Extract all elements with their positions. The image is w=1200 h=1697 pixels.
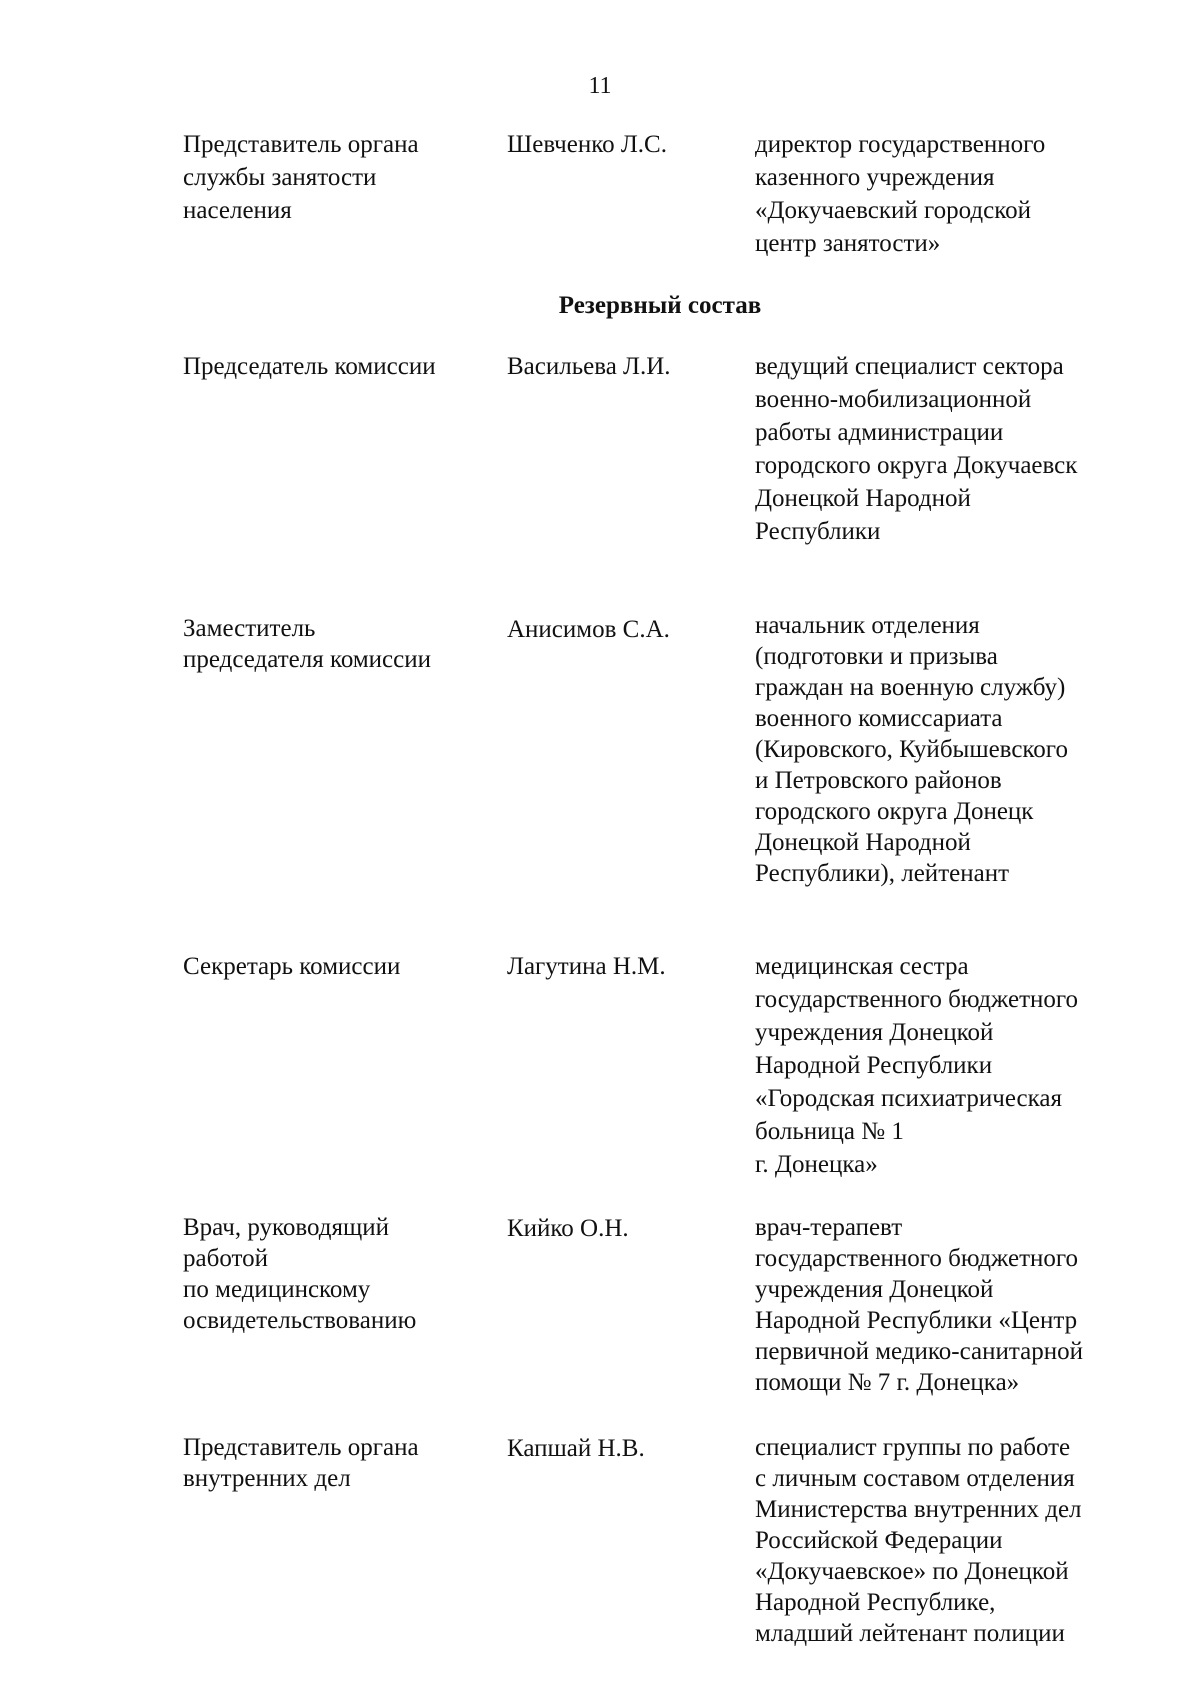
description-line: г. Донецка» <box>755 1151 878 1178</box>
description-line: военного комиссариата <box>755 705 1003 732</box>
description-line: Министерства внутренних дел <box>755 1496 1082 1523</box>
member-role <box>183 1212 493 1336</box>
description-line: работы администрации <box>755 419 1004 446</box>
role-line: внутренних дел <box>183 1465 351 1492</box>
description-line: Народной Республике, <box>755 1589 996 1616</box>
role-line: по медицинскому <box>183 1276 371 1303</box>
role-line: работой <box>183 1245 268 1272</box>
member-name: Лагутина Н.М. <box>507 953 666 980</box>
description-line: «Докучаевское» по Донецкой <box>755 1558 1069 1585</box>
role-line: председателя комиссии <box>183 646 431 673</box>
member-name: Капшай Н.В. <box>507 1435 645 1462</box>
member-role <box>183 128 493 227</box>
member-name: Шевченко Л.С. <box>507 131 667 158</box>
description-line: и Петровского районов <box>755 767 1002 794</box>
description-line: «Докучаевский городской <box>755 197 1032 224</box>
role-line: Председатель комиссии <box>183 353 436 380</box>
member-name: Васильева Л.И. <box>507 353 671 380</box>
description-line: помощи № 7 г. Донецка» <box>755 1369 1020 1396</box>
description-line: ведущий специалист сектора <box>755 353 1064 380</box>
description-line: государственного бюджетного <box>755 1245 1078 1272</box>
member-description <box>755 350 1155 548</box>
description-line: Народной Республики <box>755 1052 993 1079</box>
description-line: врач-терапевт <box>755 1214 903 1241</box>
member-description <box>755 950 1155 1181</box>
description-line: медицинская сестра <box>755 953 969 980</box>
role-line: службы занятости <box>183 164 377 191</box>
description-line: городского округа Донецк <box>755 798 1034 825</box>
member-description <box>755 1432 1155 1649</box>
member-role <box>183 1432 493 1494</box>
page-number: 11 <box>588 73 612 99</box>
role-line: освидетельствованию <box>183 1307 417 1334</box>
description-line: Донецкой Народной <box>755 485 971 512</box>
description-line: военно-мобилизационной <box>755 386 1032 413</box>
description-line: центр занятости» <box>755 230 941 257</box>
description-line: Республики), лейтенант <box>755 860 1009 887</box>
description-line: начальник отделения <box>755 612 980 639</box>
description-line: государственного бюджетного <box>755 986 1078 1013</box>
section-heading: Резервный состав <box>558 292 762 319</box>
member-role <box>183 350 493 383</box>
description-line: директор государственного <box>755 131 1046 158</box>
role-line: Представитель органа <box>183 131 419 158</box>
description-line: казенного учреждения <box>755 164 995 191</box>
description-line: учреждения Донецкой <box>755 1019 994 1046</box>
member-description <box>755 610 1155 889</box>
member-description <box>755 128 1155 260</box>
description-line: (Кировского, Куйбышевского <box>755 736 1068 763</box>
description-line: Республики <box>755 518 881 545</box>
member-name: Кийко О.Н. <box>507 1215 629 1242</box>
description-line: учреждения Донецкой <box>755 1276 994 1303</box>
role-line: населения <box>183 197 292 224</box>
member-name: Анисимов С.А. <box>507 616 670 643</box>
description-line: «Городская психиатрическая <box>755 1085 1063 1112</box>
role-line: Секретарь комиссии <box>183 953 401 980</box>
member-role <box>183 950 493 983</box>
role-line: Врач, руководящий <box>183 1214 390 1241</box>
role-line: Заместитель <box>183 615 316 642</box>
member-role <box>183 613 493 675</box>
description-line: больница № 1 <box>755 1118 904 1145</box>
description-line: младший лейтенант полиции <box>755 1620 1065 1647</box>
member-description <box>755 1212 1155 1398</box>
description-line: Народной Республики «Центр <box>755 1307 1078 1334</box>
description-line: (подготовки и призыва <box>755 643 998 670</box>
description-line: с личным составом отделения <box>755 1465 1075 1492</box>
description-line: городского округа Докучаевск <box>755 452 1078 479</box>
description-line: специалист группы по работе <box>755 1434 1071 1461</box>
description-line: граждан на военную службу) <box>755 674 1066 701</box>
role-line: Представитель органа <box>183 1434 419 1461</box>
description-line: Российской Федерации <box>755 1527 1003 1554</box>
description-line: Донецкой Народной <box>755 829 971 856</box>
description-line: первичной медико-санитарной <box>755 1338 1083 1365</box>
